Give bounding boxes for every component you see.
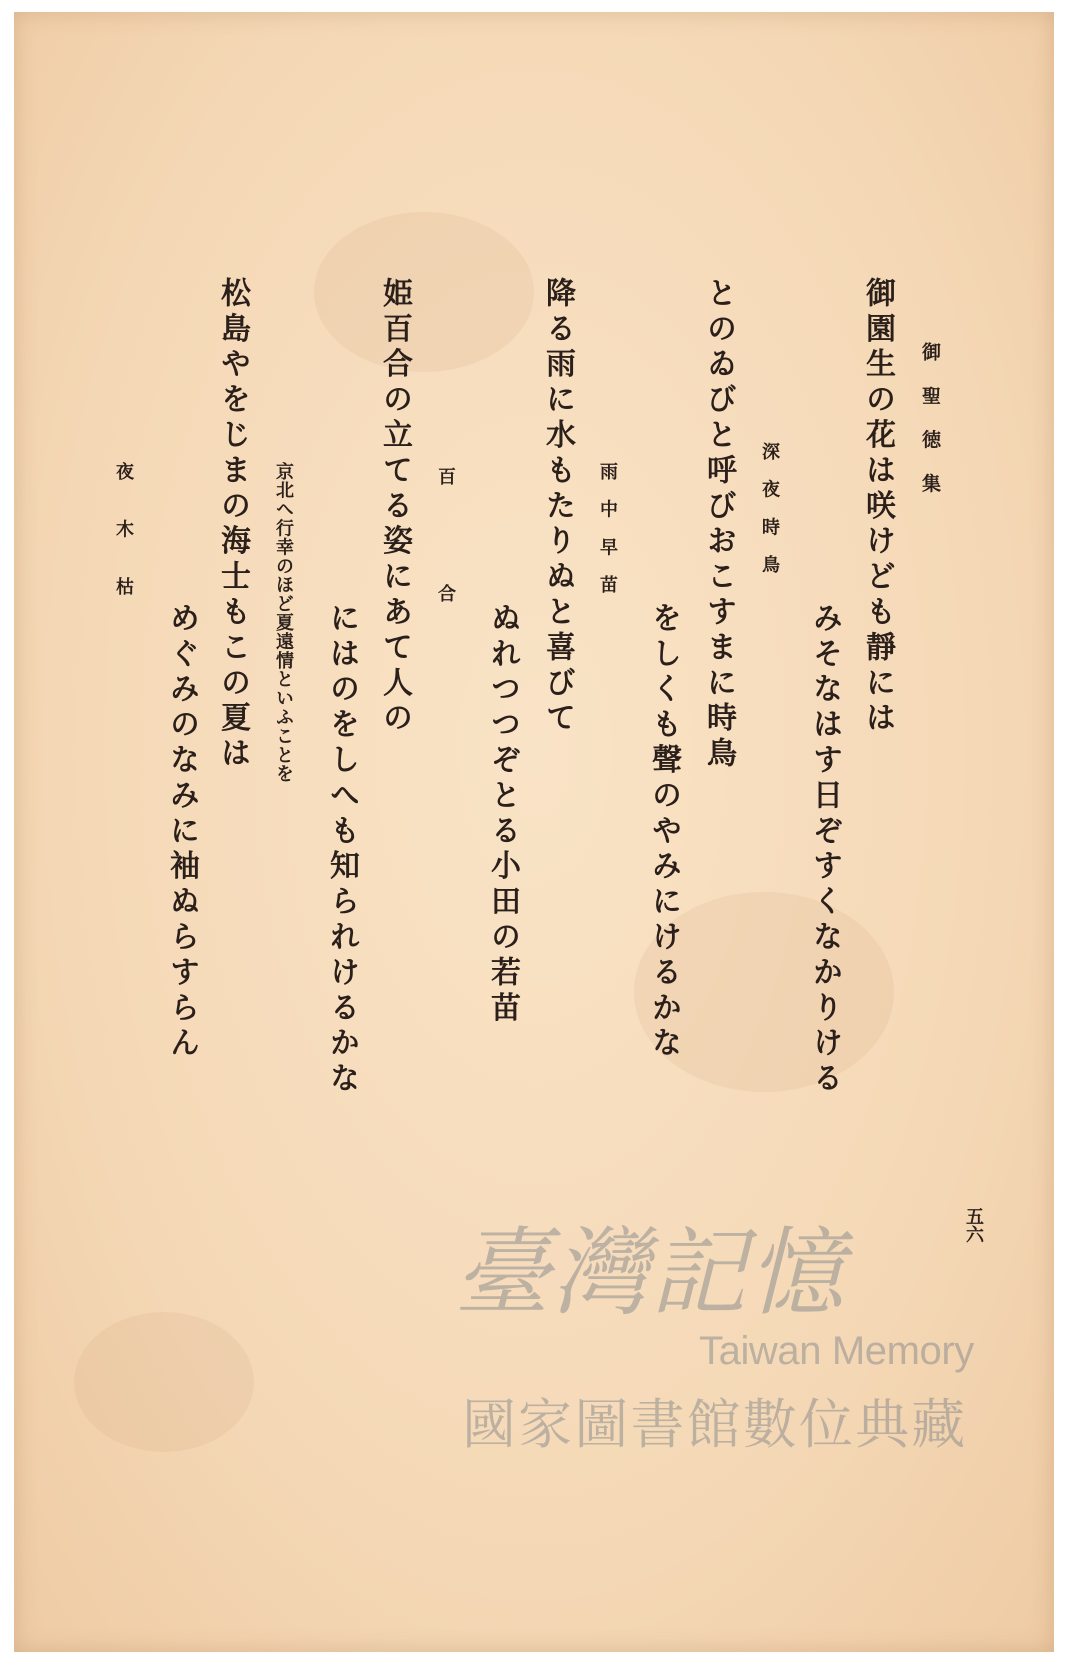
poem-6-title: 夜木枯 bbox=[113, 462, 134, 635]
paper-stain bbox=[74, 1312, 254, 1452]
poem-4-title: 百合 bbox=[435, 467, 456, 701]
poem-4-lower-line: にはのをしへも知られけるかな bbox=[324, 602, 359, 1098]
poem-5-lower-line: めぐみのなみに袖ぬらすらん bbox=[164, 602, 199, 1063]
poem-4-upper-line: 姫百合の立てる姿にあて人の bbox=[377, 277, 412, 738]
taiwan-memory-watermark bbox=[454, 1197, 994, 1457]
poem-2-upper-line: とのゐびと呼びおこすまに時鳥 bbox=[701, 277, 736, 773]
watermark-english: Taiwan Memory bbox=[699, 1329, 974, 1373]
poem-3-lower-line: ぬれつつぞとる小田の若苗 bbox=[485, 602, 520, 1027]
poem-1-upper-line: 御園生の花は咲けども靜には bbox=[860, 277, 895, 738]
watermark-chinese: 國家圖書館數位典藏 bbox=[462, 1393, 968, 1456]
page-number: 五六 bbox=[963, 1207, 984, 1243]
poem-2-lower-line: をしくも聲のやみにけるかな bbox=[646, 602, 681, 1063]
watermark-title: 臺灣記憶 bbox=[454, 1217, 846, 1329]
poem-2-title: 深夜時鳥 bbox=[759, 442, 780, 594]
page-heading: 御聖徳集 bbox=[919, 342, 941, 517]
poem-3-upper-line: 降る雨に水もたりぬと喜びて bbox=[540, 277, 575, 738]
book-page bbox=[14, 12, 1054, 1652]
poem-5-preface: 京北へ行幸のほど夏遠情といふことを bbox=[273, 462, 294, 784]
poem-3-title: 雨中早苗 bbox=[597, 462, 618, 614]
poem-5-upper-line: 松島やをじまの海士もこの夏は bbox=[215, 277, 250, 773]
paper-stain bbox=[314, 212, 534, 372]
poem-1-lower-line: みそなはす日ぞすくなかりける bbox=[807, 602, 842, 1098]
